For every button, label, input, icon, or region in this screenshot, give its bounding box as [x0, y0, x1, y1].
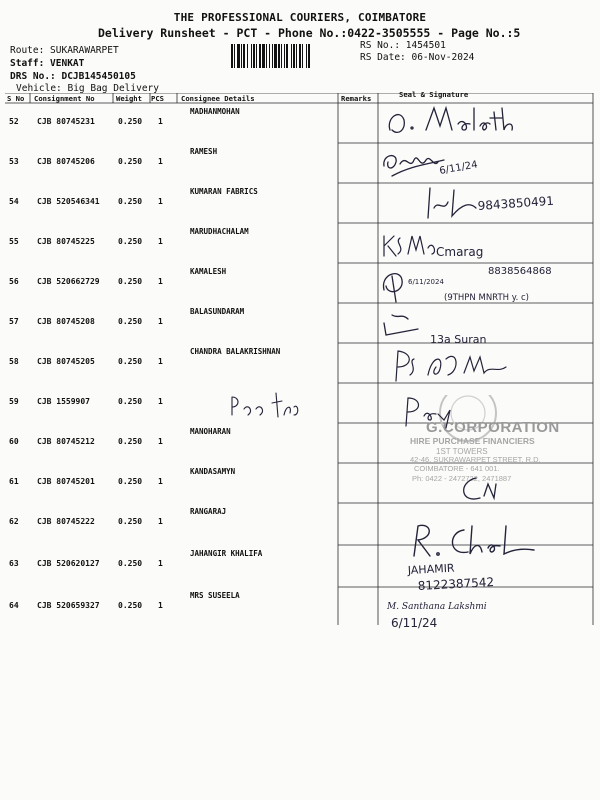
pieces: 1 — [158, 157, 163, 166]
consignee-name: JAHANGIR KHALIFA — [190, 549, 263, 558]
table-row — [0, 587, 600, 627]
handwritten-phone: 9843850491 — [477, 193, 555, 213]
rs-date-field: RS Date: 06-Nov-2024 — [360, 52, 475, 63]
weight: 0.250 — [118, 437, 143, 446]
stamp-phone-line: Ph: 0422 - 2472722, 2471887 — [412, 474, 512, 483]
table-row — [0, 143, 600, 183]
consignee-name: MADHANMOHAN — [190, 107, 240, 116]
barcode-bar — [247, 44, 248, 68]
consignment-number: CJB 520546341 — [37, 197, 100, 206]
handwritten-phone: 8838564868 — [488, 266, 552, 277]
barcode-bar — [266, 44, 267, 68]
column-header-weight: Weight — [116, 94, 142, 103]
svg-text:6/11/2024: 6/11/2024 — [408, 278, 444, 286]
barcode-bar — [286, 44, 288, 68]
pieces: 1 — [158, 197, 163, 206]
handwritten-name: M. Santhana Lakshmi — [387, 602, 487, 612]
consignee-name: MARUDHACHALAM — [190, 227, 249, 236]
pieces: 1 — [158, 601, 163, 610]
weight: 0.250 — [118, 117, 143, 126]
barcode-bar — [243, 44, 245, 68]
table-row — [0, 263, 600, 303]
serial-number: 59 — [9, 397, 19, 406]
stamp-building-line: 1ST TOWERS — [436, 447, 488, 456]
table-row — [0, 503, 600, 543]
consignment-number: CJB 80745208 — [37, 317, 95, 326]
table-row — [0, 343, 600, 383]
barcode-bar — [274, 44, 277, 68]
table-row — [0, 103, 600, 143]
barcode-bar — [296, 44, 297, 68]
serial-number: 60 — [9, 437, 19, 446]
consignee-name: RANGARAJ — [190, 507, 227, 516]
serial-number: 58 — [9, 357, 19, 366]
serial-number: 64 — [9, 601, 19, 610]
pieces: 1 — [158, 437, 163, 446]
barcode-bar — [234, 44, 235, 68]
stamp-business-line: HIRE PURCHASE FINANCIERS — [410, 436, 535, 446]
consignment-number: CJB 80745231 — [37, 117, 95, 126]
column-header-signature: Seal & Signature — [399, 90, 469, 99]
serial-number: 61 — [9, 477, 19, 486]
consignment-number: CJB 520620127 — [37, 559, 100, 568]
barcode-bar — [237, 44, 240, 68]
company-stamp — [398, 395, 598, 490]
weight: 0.250 — [118, 277, 143, 286]
pieces: 1 — [158, 277, 163, 286]
consignee-name: KAMALESH — [190, 267, 227, 276]
barcode-bar — [291, 44, 292, 68]
consignment-number: CJB 80745212 — [37, 437, 95, 446]
consignment-number: CJB 80745205 — [37, 357, 95, 366]
serial-number: 56 — [9, 277, 19, 286]
barcode-bar — [281, 44, 282, 68]
pieces: 1 — [158, 357, 163, 366]
rs-number-field: RS No.: 1454501 — [360, 40, 446, 51]
consignment-number: CJB 80745222 — [37, 517, 95, 526]
serial-number: 62 — [9, 517, 19, 526]
barcode-bar — [241, 44, 242, 68]
weight: 0.250 — [118, 601, 143, 610]
barcode-bar — [253, 44, 255, 68]
handwritten-phone: 8122387542 — [417, 575, 495, 593]
handwritten-name: JAHAMIR — [407, 561, 455, 577]
consignee-name: CHANDRA BALAKRISHNAN — [190, 347, 281, 356]
barcode-bar — [272, 44, 273, 68]
pieces: 1 — [158, 517, 163, 526]
pieces: 1 — [158, 317, 163, 326]
consignment-number: CJB 1559907 — [37, 397, 90, 406]
serial-number: 63 — [9, 559, 19, 568]
table-row — [0, 545, 600, 585]
consignment-number: CJB 80745225 — [37, 237, 95, 246]
barcode-bar — [302, 44, 303, 68]
serial-number: 52 — [9, 117, 19, 126]
serial-number: 55 — [9, 237, 19, 246]
pieces: 1 — [158, 559, 163, 568]
barcode-bar — [262, 44, 265, 68]
pieces: 1 — [158, 237, 163, 246]
consignment-number: CJB 520662729 — [37, 277, 100, 286]
table-row — [0, 223, 600, 263]
table-row — [0, 183, 600, 223]
serial-number: 54 — [9, 197, 19, 206]
staff-field: Staff: VENKAT — [10, 58, 85, 69]
barcode-bar — [299, 44, 301, 68]
barcode-bar — [256, 44, 257, 68]
barcode-bar — [259, 44, 261, 68]
consignee-name: MRS SUSEELA — [190, 591, 240, 600]
column-header-consignee: Consignee Details — [181, 94, 255, 103]
consignee-name: MANOHARAN — [190, 427, 231, 436]
weight: 0.250 — [118, 157, 143, 166]
consignment-number: CJB 520659327 — [37, 601, 100, 610]
barcode-bar — [269, 44, 270, 68]
pieces: 1 — [158, 117, 163, 126]
handwritten-note: (9THPN MNRTH y. c) — [444, 293, 529, 303]
consignee-name: KUMARAN FABRICS — [190, 187, 258, 196]
consignee-name: KANDASAMYN — [190, 467, 236, 476]
barcode-bar — [231, 44, 233, 68]
drs-barcode — [230, 44, 354, 68]
serial-number: 53 — [9, 157, 19, 166]
barcode-bar — [293, 44, 295, 68]
handwritten-name: 13a Suran — [430, 333, 487, 346]
weight: 0.250 — [118, 357, 143, 366]
weight: 0.250 — [118, 397, 143, 406]
handwritten-name: Cmarag — [436, 245, 484, 259]
weight: 0.250 — [118, 197, 143, 206]
weight: 0.250 — [118, 517, 143, 526]
weight: 0.250 — [118, 477, 143, 486]
consignment-number: CJB 80745201 — [37, 477, 95, 486]
pieces: 1 — [158, 397, 163, 406]
company-name: THE PROFESSIONAL COURIERS, COIMBATORE — [173, 11, 427, 24]
weight: 0.250 — [118, 317, 143, 326]
barcode-bar — [278, 44, 280, 68]
route-field: Route: SUKARAWARPET — [10, 45, 119, 56]
column-header-pcs: PCS — [151, 94, 164, 103]
stamp-city-line: COIMBATORE - 641 001. — [414, 464, 500, 473]
barcode-bar — [284, 44, 285, 68]
serial-number: 57 — [9, 317, 19, 326]
column-header-sno: S No — [7, 94, 25, 103]
weight: 0.250 — [118, 237, 143, 246]
handwritten-date: 6/11/24 — [438, 159, 479, 177]
stamp-company-name: G.CORPORATION — [426, 419, 560, 436]
drs-number-field: DRS No.: DCJB145450105 — [10, 71, 136, 82]
consignee-name: BALASUNDARAM — [190, 307, 245, 316]
table-row — [0, 303, 600, 343]
weight: 0.250 — [118, 559, 143, 568]
stamp-street-line: 42-46, SUKRAWARPET STREET, R.D. — [410, 455, 541, 464]
consignee-name: RAMESH — [190, 147, 218, 156]
column-header-remarks: Remarks — [341, 94, 372, 103]
barcode-bar — [251, 44, 252, 68]
barcode-bar — [308, 44, 310, 68]
handwritten-date: 6/11/24 — [391, 616, 438, 630]
barcode-graphic — [230, 44, 354, 68]
pieces: 1 — [158, 477, 163, 486]
column-header-consignment: Consignment No — [34, 94, 95, 103]
vehicle-field: Vehicle: Big Bag Delivery — [16, 83, 159, 94]
runsheet-title: Delivery Runsheet - PCT - Phone No.:0422-3505555 - Page No.:5 — [98, 26, 521, 40]
consignment-number: CJB 80745206 — [37, 157, 95, 166]
barcode-bar — [306, 44, 307, 68]
